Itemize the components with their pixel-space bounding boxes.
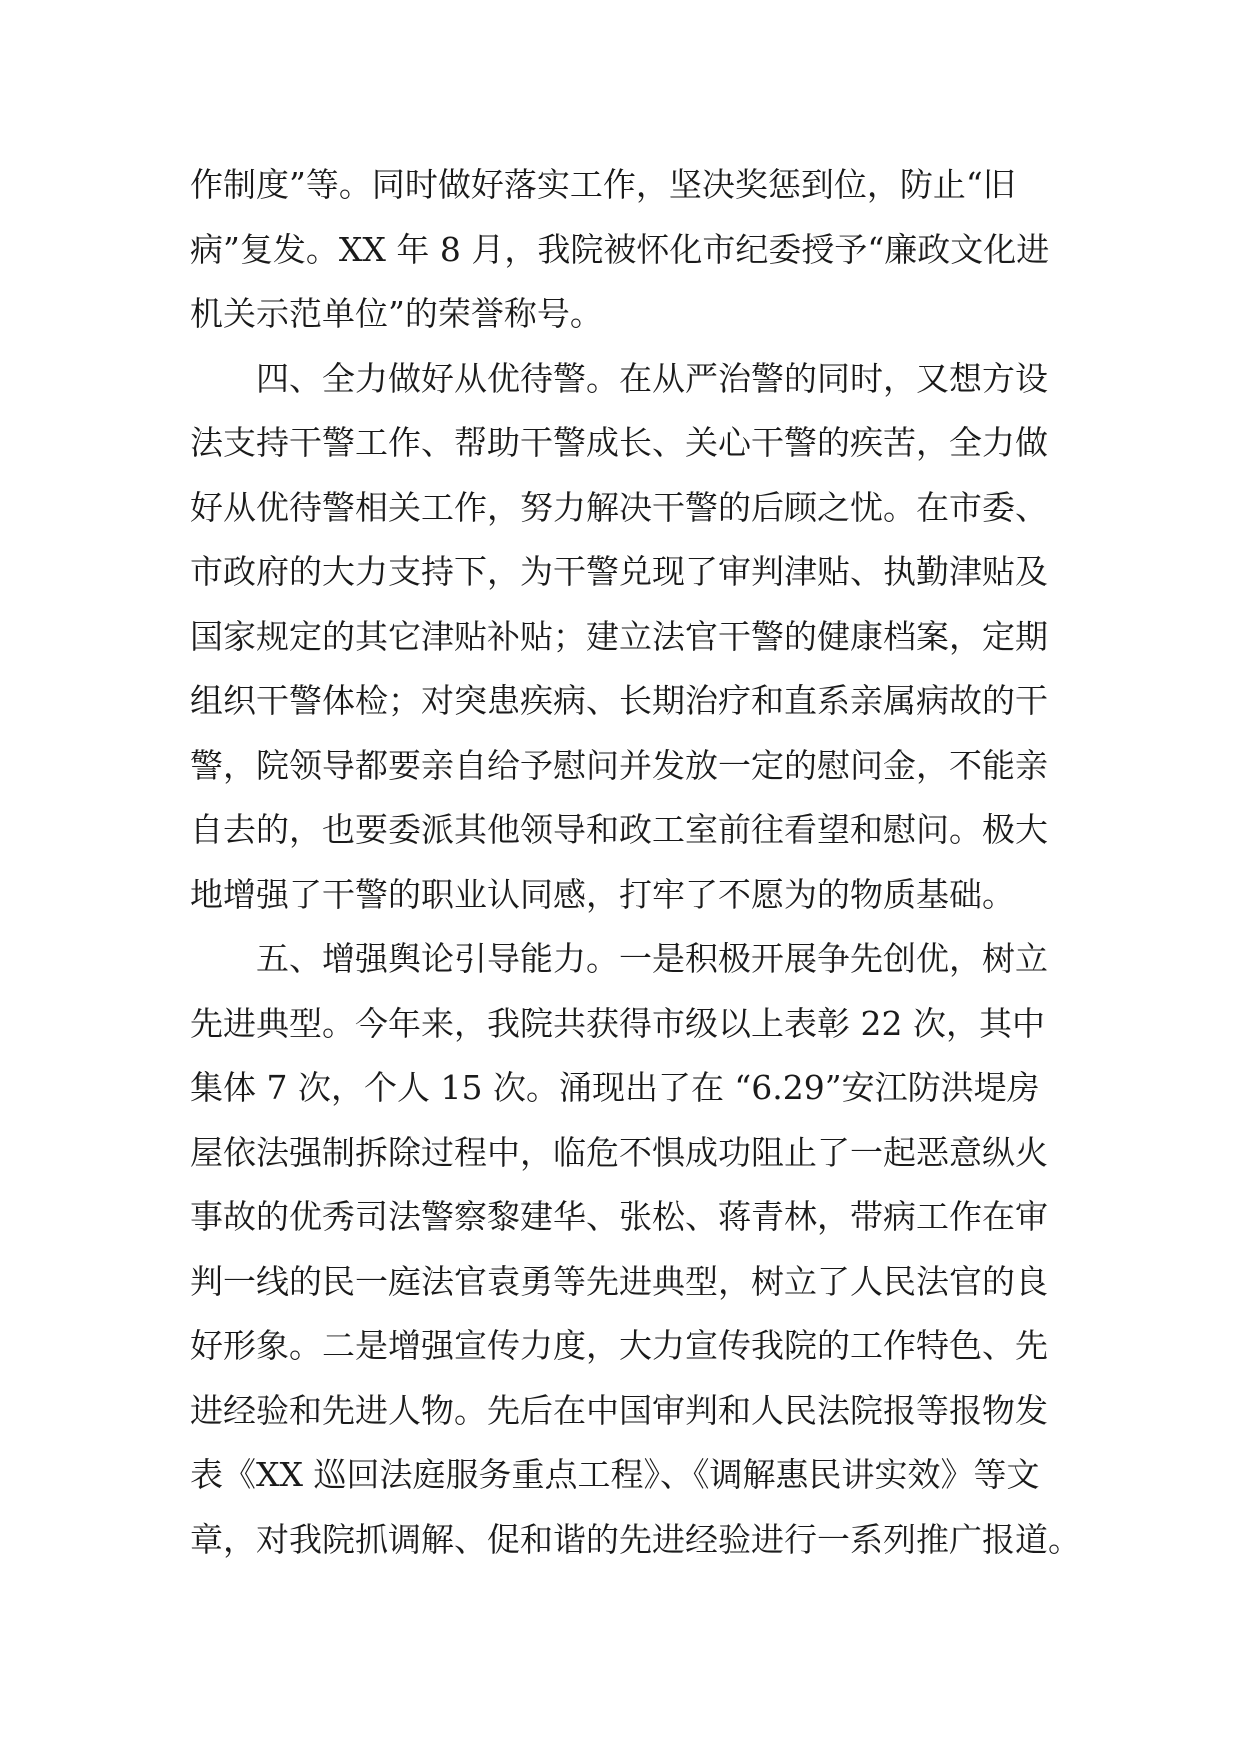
- text-line: 作制度”等。同时做好落实工作，坚决奖惩到位，防止“旧: [190, 165, 1016, 204]
- text-line: 机关示范单位”的荣誉称号。: [190, 294, 603, 333]
- text-line: 屋依法强制拆除过程中，临危不惧成功阻止了一起恶意纵火: [190, 1132, 1048, 1172]
- body-text: [190, 153, 1081, 1572]
- text-line: 自去的，也要委派其他领导和政工室前往看望和慰问。极大: [190, 810, 1048, 849]
- text-line: 市政府的大力支持下，为干警兑现了审判津贴、执勤津贴及: [190, 552, 1048, 591]
- text-line: 好从优待警相关工作，努力解决干警的后顾之忧。在市委、: [190, 487, 1048, 527]
- text-line: 判一线的民一庭法官袁勇等先进典型，树立了人民法官的良: [190, 1261, 1048, 1301]
- text-line: 地增强了干警的职业认同感，打牢了不愿为的物质基础。: [190, 874, 1015, 914]
- text-line: 警，院领导都要亲自给予慰问并发放一定的慰问金，不能亲: [190, 745, 1048, 785]
- text-line: 组织干警体检；对突患疾病、长期治疗和直系亲属病故的干: [190, 681, 1048, 720]
- text-line: 病”复发。XX 年 8 月，我院被怀化市纪委授予“廉政文化进: [190, 229, 1050, 269]
- text-line: 法支持干警工作、帮助干警成长、关心干警的疾苦，全力做: [190, 423, 1048, 462]
- text-line: 表《XX 巡回法庭服务重点工程》、《调解惠民讲实效》等文: [190, 1455, 1040, 1494]
- text-line: 好形象。二是增强宣传力度，大力宣传我院的工作特色、先: [190, 1326, 1048, 1365]
- text-line: 集体 7 次，个人 15 次。涌现出了在 “6.29”安江防洪堤房: [190, 1068, 1040, 1107]
- text-line: 章，对我院抓调解、促和谐的先进经验进行一系列推广报道。: [190, 1519, 1081, 1559]
- text-line: 事故的优秀司法警察黎建华、张松、蒋青林，带病工作在审: [190, 1197, 1048, 1236]
- section-heading-line: 四、全力做好从优待警。在从严治警的同时，又想方设: [256, 358, 1048, 398]
- section-heading-line: 五、增强舆论引导能力。一是积极开展争先创优，树立: [256, 939, 1048, 978]
- text-line: 国家规定的其它津贴补贴；建立法官干警的健康档案，定期: [190, 616, 1048, 656]
- text-line: 先进典型。今年来，我院共获得市级以上表彰 22 次，其中: [190, 1003, 1045, 1043]
- text-line: 进经验和先进人物。先后在中国审判和人民法院报等报物发: [190, 1390, 1048, 1430]
